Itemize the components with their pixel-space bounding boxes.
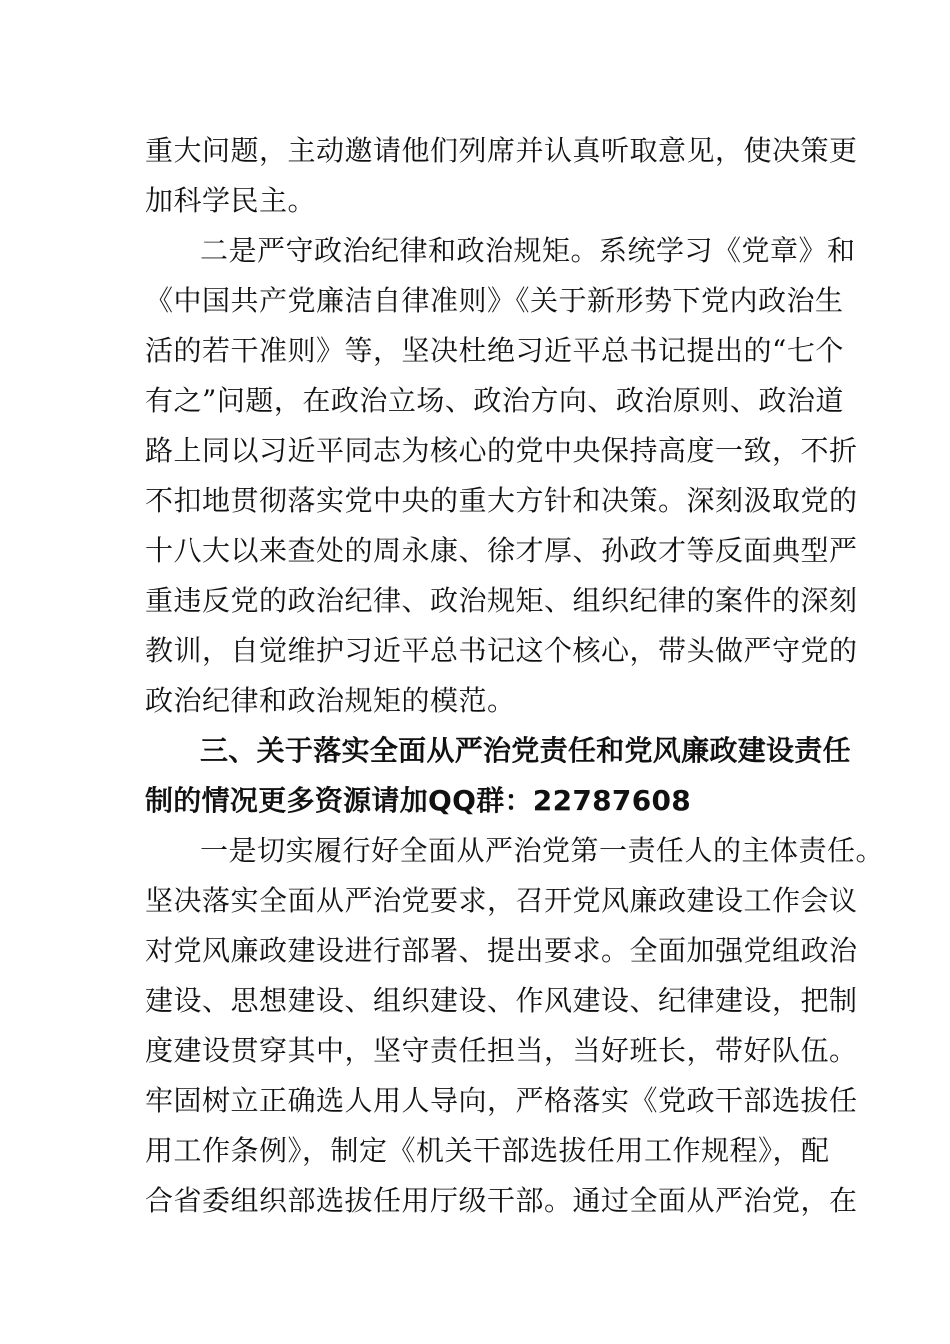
paragraph-line: 度建设贯穿其中，坚守责任担当，当好班长，带好队伍。 [145, 1034, 858, 1067]
paragraph-line: 坚决落实全面从严治党要求，召开党风廉政建设工作会议 [145, 884, 858, 917]
paragraph-line: 不扣地贯彻落实党中央的重大方针和决策。深刻汲取党的 [145, 484, 858, 517]
paragraph-line: 加科学民主。 [145, 184, 317, 217]
paragraph-line: 重大问题，主动邀请他们列席并认真听取意见，使决策更 [145, 134, 858, 167]
paragraph-line: 一是切实履行好全面从严治党第一责任人的主体责任。 [200, 834, 885, 867]
paragraph-line: 重违反党的政治纪律、政治规矩、组织纪律的案件的深刻 [145, 584, 858, 617]
section-heading-line: 制的情况更多资源请加QQ群：22787608 [145, 784, 692, 817]
paragraph-line: 十八大以来查处的周永康、徐才厚、孙政才等反面典型严 [145, 534, 858, 567]
paragraph-line: 合省委组织部选拔任用厅级干部。通过全面从严治党，在 [145, 1184, 858, 1217]
paragraph-line: 教训，自觉维护习近平总书记这个核心，带头做严守党的 [145, 634, 858, 667]
paragraph-line: 活的若干准则》等，坚决杜绝习近平总书记提出的“七个 [145, 334, 844, 367]
paragraph-line: 政治纪律和政治规矩的模范。 [145, 684, 516, 717]
paragraph-line: 《中国共产党廉洁自律准则》《关于新形势下党内政治生 [145, 284, 844, 317]
paragraph-line: 二是严守政治纪律和政治规矩。系统学习《党章》和 [200, 234, 856, 267]
paragraph-line: 路上同以习近平同志为核心的党中央保持高度一致，不折 [145, 434, 858, 467]
paragraph-line: 对党风廉政建设进行部署、提出要求。全面加强党组政治 [145, 934, 858, 967]
paragraph-line: 用工作条例》，制定《机关干部选拔任用工作规程》，配 [145, 1134, 830, 1167]
paragraph-line: 有之”问题，在政治立场、政治方向、政治原则、政治道 [145, 384, 844, 417]
paragraph-line: 建设、思想建设、组织建设、作风建设、纪律建设，把制 [145, 984, 858, 1017]
paragraph-line: 牢固树立正确选人用人导向，严格落实《党政干部选拔任 [145, 1084, 858, 1117]
section-heading-line: 三、关于落实全面从严治党责任和党风廉政建设责任 [200, 734, 851, 767]
